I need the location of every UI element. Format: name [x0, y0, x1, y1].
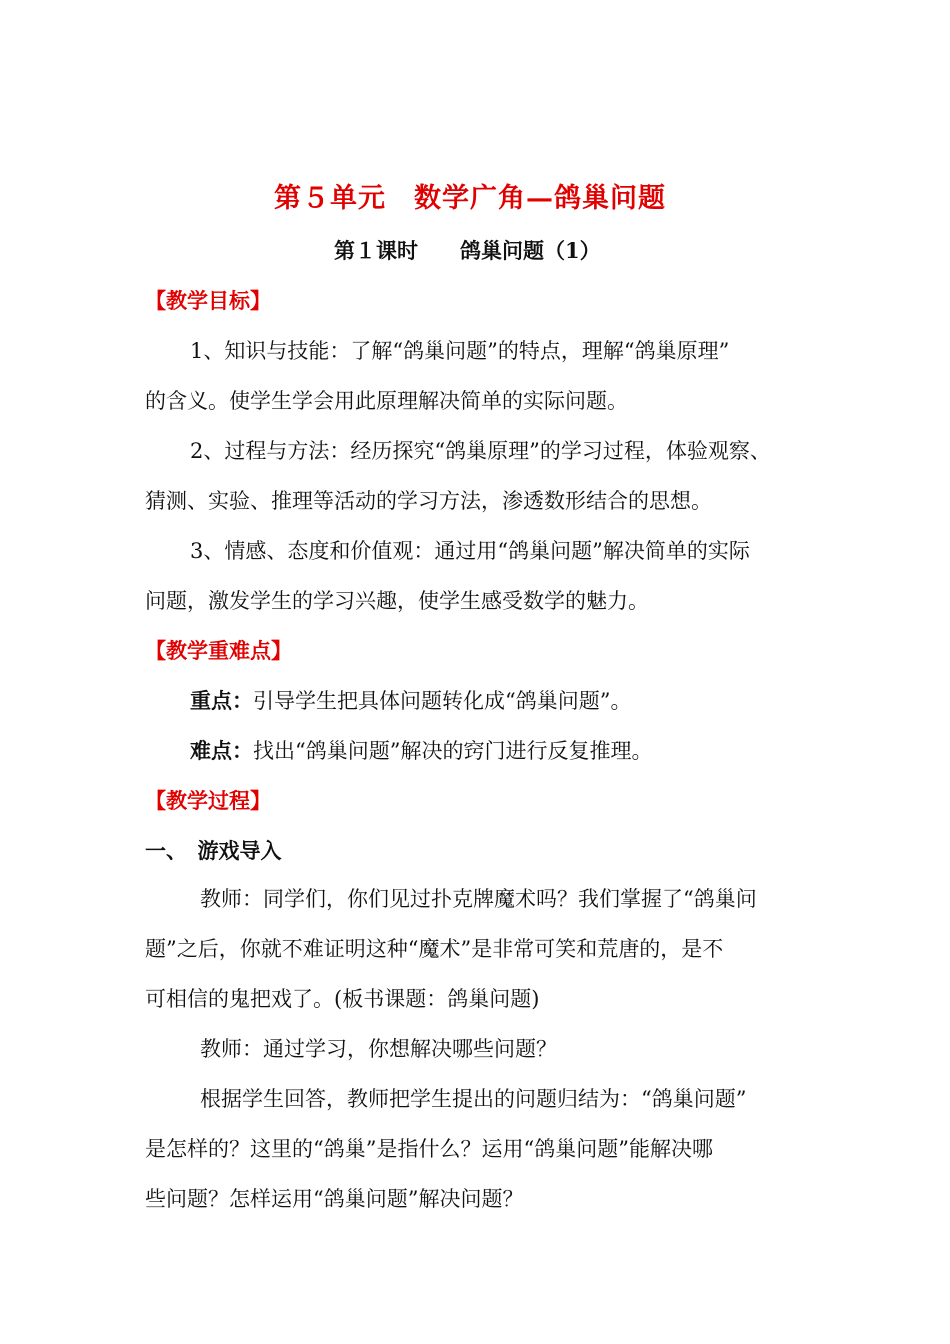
part-heading-game-intro: 一、 游戏导入 — [145, 838, 282, 863]
goal-2-line-1: 2、过程与方法：经历探究“鸽巢原理”的学习过程，体验观察、 — [190, 439, 771, 463]
para-3-line-2: 是怎样的？这里的“鸽巢”是指什么？运用“鸽巢问题”能解决哪 — [145, 1137, 713, 1161]
lesson-subtitle: 第１课时 鸽巢问题（1） — [334, 238, 601, 263]
para-1-line-2: 题”之后，你就不难证明这种“魔术”是非常可笑和荒唐的，是不 — [145, 937, 724, 961]
difficulty-line — [190, 736, 652, 766]
key-point-label: 重点： — [190, 688, 253, 713]
key-point-text: 引导学生把具体问题转化成“鸽巢问题”。 — [253, 689, 632, 713]
goal-2-line-2: 猜测、实验、推理等活动的学习方法，渗透数形结合的思想。 — [145, 489, 712, 513]
para-1-line-3: 可相信的鬼把戏了。(板书课题：鸽巢问题) — [145, 987, 540, 1011]
goal-1-line-1: 1、知识与技能：了解“鸽巢问题”的特点，理解“鸽巢原理” — [190, 339, 730, 363]
difficulty-text: 找出“鸽巢问题”解决的窍门进行反复推理。 — [253, 739, 653, 763]
goal-3-line-1: 3、情感、态度和价值观：通过用“鸽巢问题”解决简单的实际 — [190, 539, 750, 563]
document-title: 第５单元 数学广角—鸽巢问题 — [274, 183, 666, 214]
para-3-line-3: 些问题？怎样运用“鸽巢问题”解决问题？ — [145, 1187, 524, 1211]
goal-3-line-2: 问题，激发学生的学习兴趣，使学生感受数学的魅力。 — [145, 589, 649, 613]
section-heading-keypoints: 【教学重难点】 — [145, 638, 292, 663]
section-heading-goals: 【教学目标】 — [145, 288, 271, 313]
key-point-line — [190, 686, 631, 716]
para-3-line-1: 根据学生回答，教师把学生提出的问题归结为：“鸽巢问题” — [200, 1087, 747, 1111]
para-1-line-1: 教师：同学们，你们见过扑克牌魔术吗？我们掌握了“鸽巢问 — [200, 887, 757, 911]
difficulty-label: 难点： — [190, 738, 253, 763]
goal-1-line-2: 的含义。使学生学会用此原理解决简单的实际问题。 — [145, 389, 628, 413]
para-2-line-1: 教师：通过学习，你想解决哪些问题？ — [200, 1037, 557, 1061]
section-heading-process: 【教学过程】 — [145, 788, 271, 813]
